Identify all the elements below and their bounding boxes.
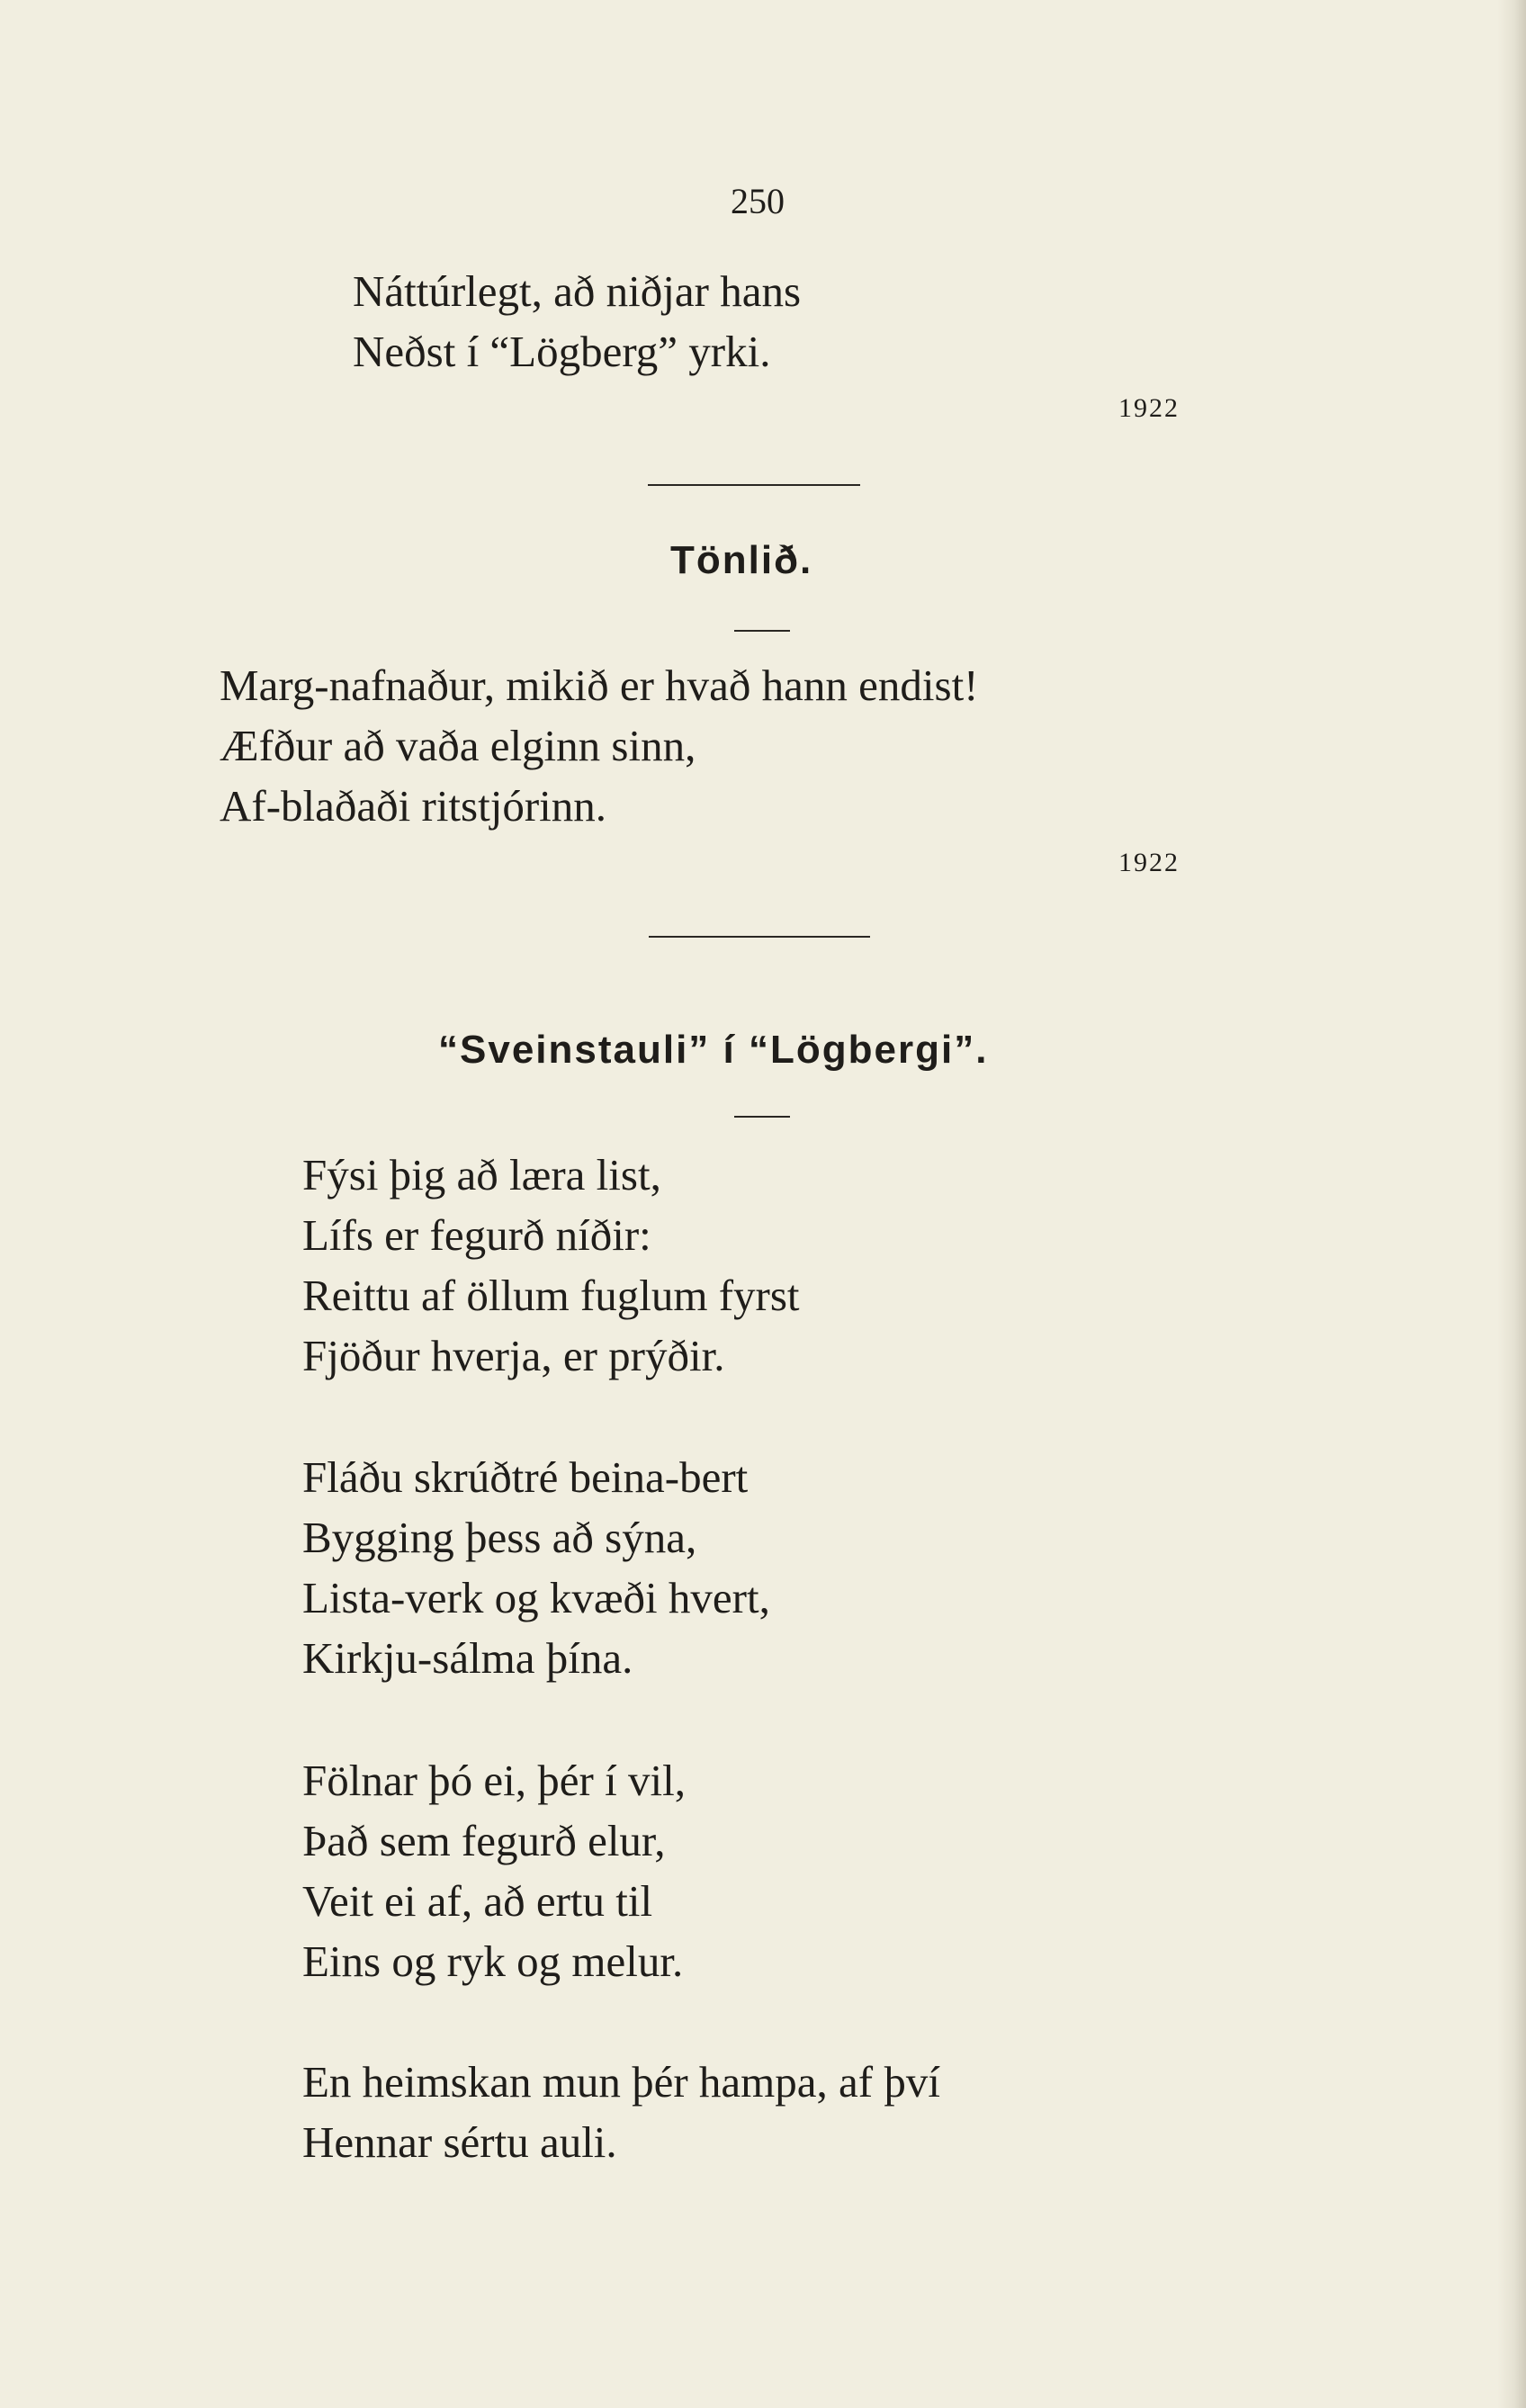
verse-line: Hennar sértu auli. bbox=[302, 2117, 617, 2167]
verse-line: Lífs er fegurð níðir: bbox=[302, 1210, 651, 1260]
verse-line: Reittu af öllum fuglum fyrst bbox=[302, 1271, 800, 1320]
section-title: “Sveinstauli” í “Lögbergi”. bbox=[438, 1028, 989, 1072]
page-edge-shadow bbox=[1497, 0, 1526, 2408]
section-divider bbox=[649, 936, 870, 938]
verse-line: Veit ei af, að ertu til bbox=[302, 1876, 653, 1926]
verse-line: Af-blaðaði ritstjórinn. bbox=[220, 781, 607, 831]
stanza bbox=[302, 2052, 940, 2172]
verse-line: Bygging þess að sýna, bbox=[302, 1513, 697, 1562]
verse-line: Marg-nafnaður, mikið er hvað hann endist! bbox=[220, 660, 979, 710]
stanza bbox=[302, 1145, 800, 1386]
opening-poem bbox=[353, 261, 801, 382]
page-number: 250 bbox=[731, 181, 785, 221]
section-title: Tönlið. bbox=[670, 538, 813, 582]
verse-line: Fjöður hverja, er prýðir. bbox=[302, 1331, 725, 1380]
verse-line: En heimskan mun þér hampa, af því bbox=[302, 2057, 940, 2107]
verse-line: Fölnar þó ei, þér í vil, bbox=[302, 1756, 686, 1805]
verse-line: Fýsi þig að læra list, bbox=[302, 1150, 661, 1200]
verse-line: Náttúrlegt, að niðjar hans bbox=[353, 266, 802, 316]
poem-date: 1922 bbox=[1118, 848, 1180, 877]
verse-line: Neðst í “Lögberg” yrki. bbox=[353, 327, 771, 376]
verse-line: Eins og ryk og melur. bbox=[302, 1936, 684, 1986]
verse-line: Kirkju-sálma þína. bbox=[302, 1633, 633, 1683]
verse-line: Fláðu skrúðtré beina-bert bbox=[302, 1452, 749, 1502]
verse-line: Æfður að vaða elginn sinn, bbox=[220, 721, 696, 770]
poem-date: 1922 bbox=[1118, 393, 1180, 423]
title-underline bbox=[734, 1116, 790, 1118]
tonlid-poem bbox=[220, 655, 979, 836]
verse-line: Lista-verk og kvæði hvert, bbox=[302, 1573, 770, 1622]
section-divider bbox=[648, 484, 860, 486]
title-underline bbox=[734, 630, 790, 632]
stanza bbox=[302, 1750, 686, 1991]
verse-line: Það sem fegurð elur, bbox=[302, 1816, 666, 1865]
stanza bbox=[302, 1447, 770, 1688]
